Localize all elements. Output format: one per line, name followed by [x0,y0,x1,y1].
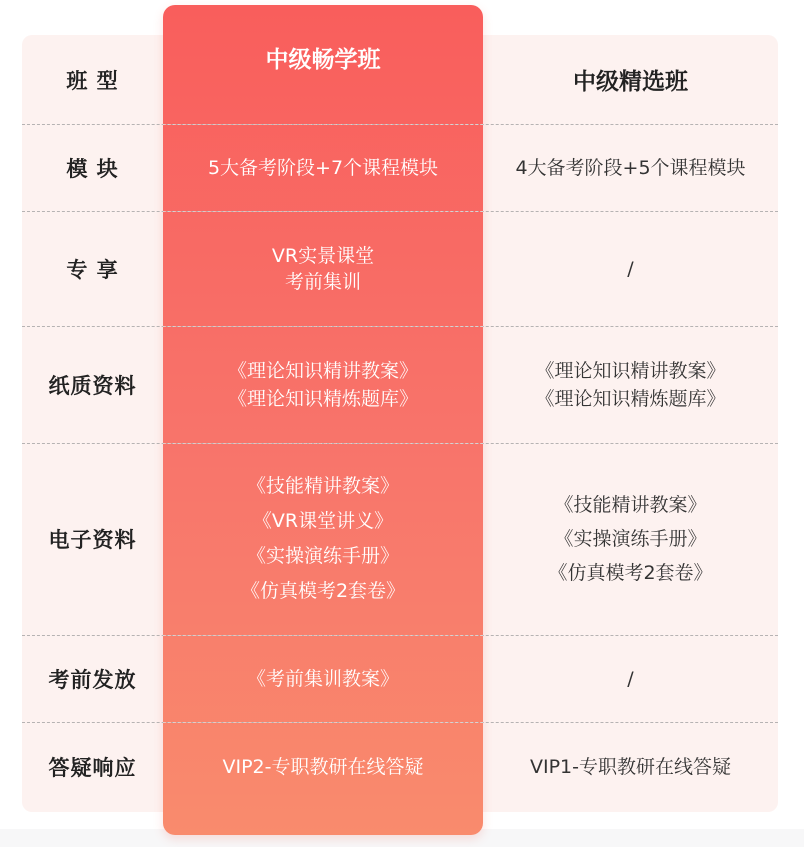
row-label-digital-materials [22,443,163,635]
row-label-module [22,124,163,211]
standard-exclusive-value: / [627,257,634,280]
standard-print-item: 《理论知识精讲教案》 [535,359,726,382]
featured-pre-exam-value: 《考前集训教案》 [246,667,399,690]
featured-qa-value: VIP2-专职教研在线答疑 [222,756,424,778]
row-label-print-materials [22,326,163,443]
row-label-qa-response [22,722,163,812]
standard-digital-item: 《仿真模考2套卷》 [548,562,713,584]
featured-print-materials-cell [163,326,483,443]
standard-pre-exam-cell [483,635,778,722]
featured-module-cell [163,124,483,211]
featured-print-item: 《理论知识精炼题库》 [227,387,418,410]
featured-digital-item: 《实操演练手册》 [246,545,399,567]
featured-digital-item: 《技能精讲教案》 [246,475,399,497]
row-label-text: 电子资料 [48,528,137,552]
featured-exclusive-item: 考前集训 [284,270,361,293]
row-label-text: 模 块 [66,156,119,181]
standard-qa-value: VIP1-专职教研在线答疑 [529,756,731,778]
row-label-text: 答疑响应 [48,756,137,780]
standard-digital-materials-cell [483,443,778,635]
row-label-pre-exam [22,635,163,722]
standard-plan-name: 中级精选班 [573,69,688,95]
row-label-exclusive [22,211,163,326]
standard-print-item: 《理论知识精炼题库》 [535,387,726,410]
featured-digital-materials-cell [163,443,483,635]
featured-pre-exam-cell [163,635,483,722]
standard-qa-cell [483,722,778,812]
header-label-text: 班 型 [66,68,119,93]
standard-digital-item: 《实操演练手册》 [554,528,707,550]
featured-plan-title [163,5,483,124]
standard-print-materials-cell [483,326,778,443]
row-label-text: 考前发放 [48,667,137,692]
featured-plan-name: 中级畅学班 [265,46,381,73]
header-label [22,35,163,124]
standard-exclusive-cell [483,211,778,326]
standard-module-value: 4大备考阶段+5个课程模块 [515,156,746,179]
row-label-text: 专 享 [66,257,119,282]
standard-plan-title [483,35,778,124]
featured-qa-cell [163,722,483,812]
standard-digital-item: 《技能精讲教案》 [554,494,707,516]
featured-print-item: 《理论知识精讲教案》 [227,359,418,382]
featured-exclusive-item: VR实景课堂 [271,244,375,267]
featured-exclusive-cell [163,211,483,326]
standard-pre-exam-value: / [627,667,634,690]
featured-digital-item: 《VR课堂讲义》 [252,510,394,532]
standard-module-cell [483,124,778,211]
featured-module-value: 5大备考阶段+7个课程模块 [207,156,439,179]
featured-digital-item: 《仿真模考2套卷》 [240,580,406,602]
row-label-text: 纸质资料 [48,373,137,398]
